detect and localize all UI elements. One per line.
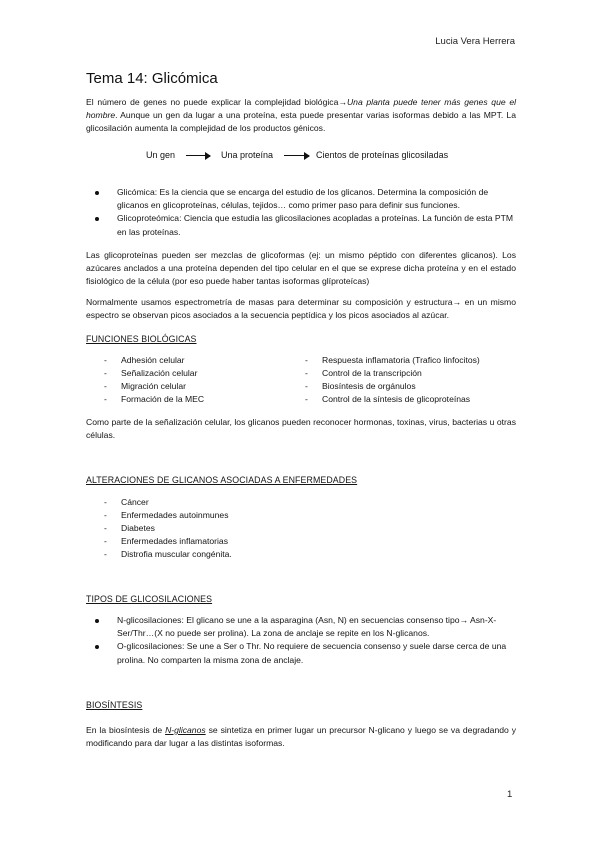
section-heading-tipos: TIPOS DE GLICOSILACIONES [86,594,213,604]
author-header: Lucia Vera Herrera [435,36,515,47]
page-title: Tema 14: Glicómica [86,70,218,87]
intro-text-1: El número de genes no puede explicar la complejidad biológica [86,97,339,107]
intro-arrow: → [338,97,347,107]
bullet-icon [95,619,99,623]
biosintesis-text-1: En la biosíntesis de [86,725,166,735]
section-heading-funciones: FUNCIONES BIOLÓGICAS [86,334,197,344]
definition-glicomica: Glicómica: Es la ciencia que se encarga del estudio de los glicanos. Determina la composición de glicanos en glicoproteínas, células, tejidos… como primer paso para definir sus funciones. [117,187,489,211]
signaling-paragraph: Como parte de la señalización celular, los glicanos pueden reconocer hormonas, toxinas, virus, bacterias u otras células. [86,417,516,441]
intro-italic: Una planta puede tener más genes que el hombre [86,97,517,121]
page-number: 1 [507,789,513,800]
bullet-icon [95,645,99,649]
list-item [86,640,516,666]
flow-step-protein: Una proteína [221,150,274,160]
flow-step-gene: Un gen [146,150,176,160]
bullet-icon [95,191,99,195]
biosintesis-underlined-term: N-glicanos [165,725,206,735]
intro-paragraph [86,96,516,136]
section-heading-biosintesis: BIOSÍNTESIS [86,700,143,710]
list-item [86,212,516,238]
flow-arrow-1 [186,155,210,156]
document-page: Lucia Vera Herrera Tema 14: Glicómica El número de genes no puede explicar la complejidad biológica→Una planta puede tener más genes que el hombre. Aunque un gen da lugar a una proteína, esta puede presentar varias isoformas debido a las MPT. La glicosilación aumenta la complejidad de los productos génicos. Un gen Una proteína Cientos de proteínas glicosiladas Glicómica: Es la ciencia que se encarga del estudio de los glicanos. Determina la composición de glicanos en glicoproteínas, células, tejidos… como primer paso para definir sus funciones. Glicoproteómica: Ciencia que estudia las glicosilaciones acopladas a proteínas. La función de esta PTM en las proteínas. Las glicoproteínas pueden ser mezclas de glicoformas (ej: un mismo péptido con diferentes glicanos). Los azúcares anclados a una proteína dependen del tipo celular en el que se exprese dicha proteína y en el estado fisiológico de la célula (por eso puede haber tantas isoformas glíproteícas) Normalmente usamos espectrometría de masas para determinar su composición y estructura→ en un mismo espectro se observan picos asociados a la secuencia peptídica y los picos asociados al azúcar. FUNCIONES BIOLÓGICAS - Adhesión celular - Señalización celular - Migración celular - Formación de la MEC - Respuesta inflamatoria (Trafico linfocitos) - Control de la transcripción - Biosíntesis de orgánulos - Control de la síntesis de glicoproteínas Como parte de la señalización celular, los glicanos pueden reconocer hormonas, toxinas, virus, bacterias u otras células. ALTERACIONES DE GLICANOS ASOCIADAS A ENFERMEDADES - Cáncer - Enfermedades autoinmunes - Diabetes - Enfermedades inflamatorias - Distrofia muscular congénita. TIPOS DE GLICOSILACIONES N-glicosilaciones: El glicano se une a la asparagina (Asn, N) en secuencias consenso tipo→ Asn-X-Ser/Thr…(X no puede ser prolina). La zona de anclaje se repite en los N-glicanos. O-glicosilaciones: Se une a Ser o Thr. No requiere de secuencia consenso y suele darse cerca de una prolina. No comparten la misma zona de anclaje. BIOSÍNTESIS En la biosíntesis de N-glicanos se sintetiza en primer lugar un precursor N-glicano y luego se va degradando y modificando para dar lugar a las distintas isoformas. 1 [86,36,517,800]
flow-arrow-2 [284,155,309,156]
section-heading-alteraciones: ALTERACIONES DE GLICANOS ASOCIADAS A ENFERMEDADES [86,475,358,485]
mass-spec-paragraph: Normalmente usamos espectrometría de masas para determinar su composición y estructura→ en un mismo espectro se observan picos asociados a la secuencia peptídica y los picos asociados al azúcar. [86,297,516,321]
glycoforms-paragraph: Las glicoproteínas pueden ser mezclas de glicoformas (ej: un mismo péptido con diferentes glicanos). Los azúcares anclados a una proteína dependen del tipo celular en el que se exprese dicha proteína y en el estado fisiológico de la célula (por eso puede haber tantas isoformas glíproteícas) [86,250,516,287]
biosintesis-paragraph [86,724,516,750]
definition-glicoproteomica: Glicoproteómica: Ciencia que estudia las glicosilaciones acopladas a proteínas. La función de esta PTM en las proteínas. [117,213,514,237]
list-item [86,614,516,640]
bullet-icon [95,217,99,221]
tipos-list [86,614,516,667]
intro-text-2: . Aunque un gen da lugar a una proteína, esta puede presentar varias isoformas debido a las MPT. La glicosilación aumenta la complejidad de los productos génicos. [86,110,516,134]
biosintesis-text-2: se sintetiza en primer lugar un precursor N-glicano y luego se va degradando y modificando para dar lugar a las distintas isoformas. [86,725,517,749]
tipo-o-glicosilacion: O-glicosilaciones: Se une a Ser o Thr. No requiere de secuencia consenso y suele darse cerca de una prolina. No comparten la misma zona de anclaje. [117,641,507,665]
flow-step-glycoproteins: Cientos de proteínas glicosiladas [316,150,449,160]
gene-flow-diagram [146,148,476,164]
tipo-n-glicosilacion: N-glicosilaciones: El glicano se une a la asparagina (Asn, N) en secuencias consenso tipo→ Asn-X-Ser/Thr…(X no puede ser prolina). La zona de anclaje se repite en los N-glicanos. [117,615,497,639]
definitions-list [86,186,516,239]
list-item [86,186,516,212]
